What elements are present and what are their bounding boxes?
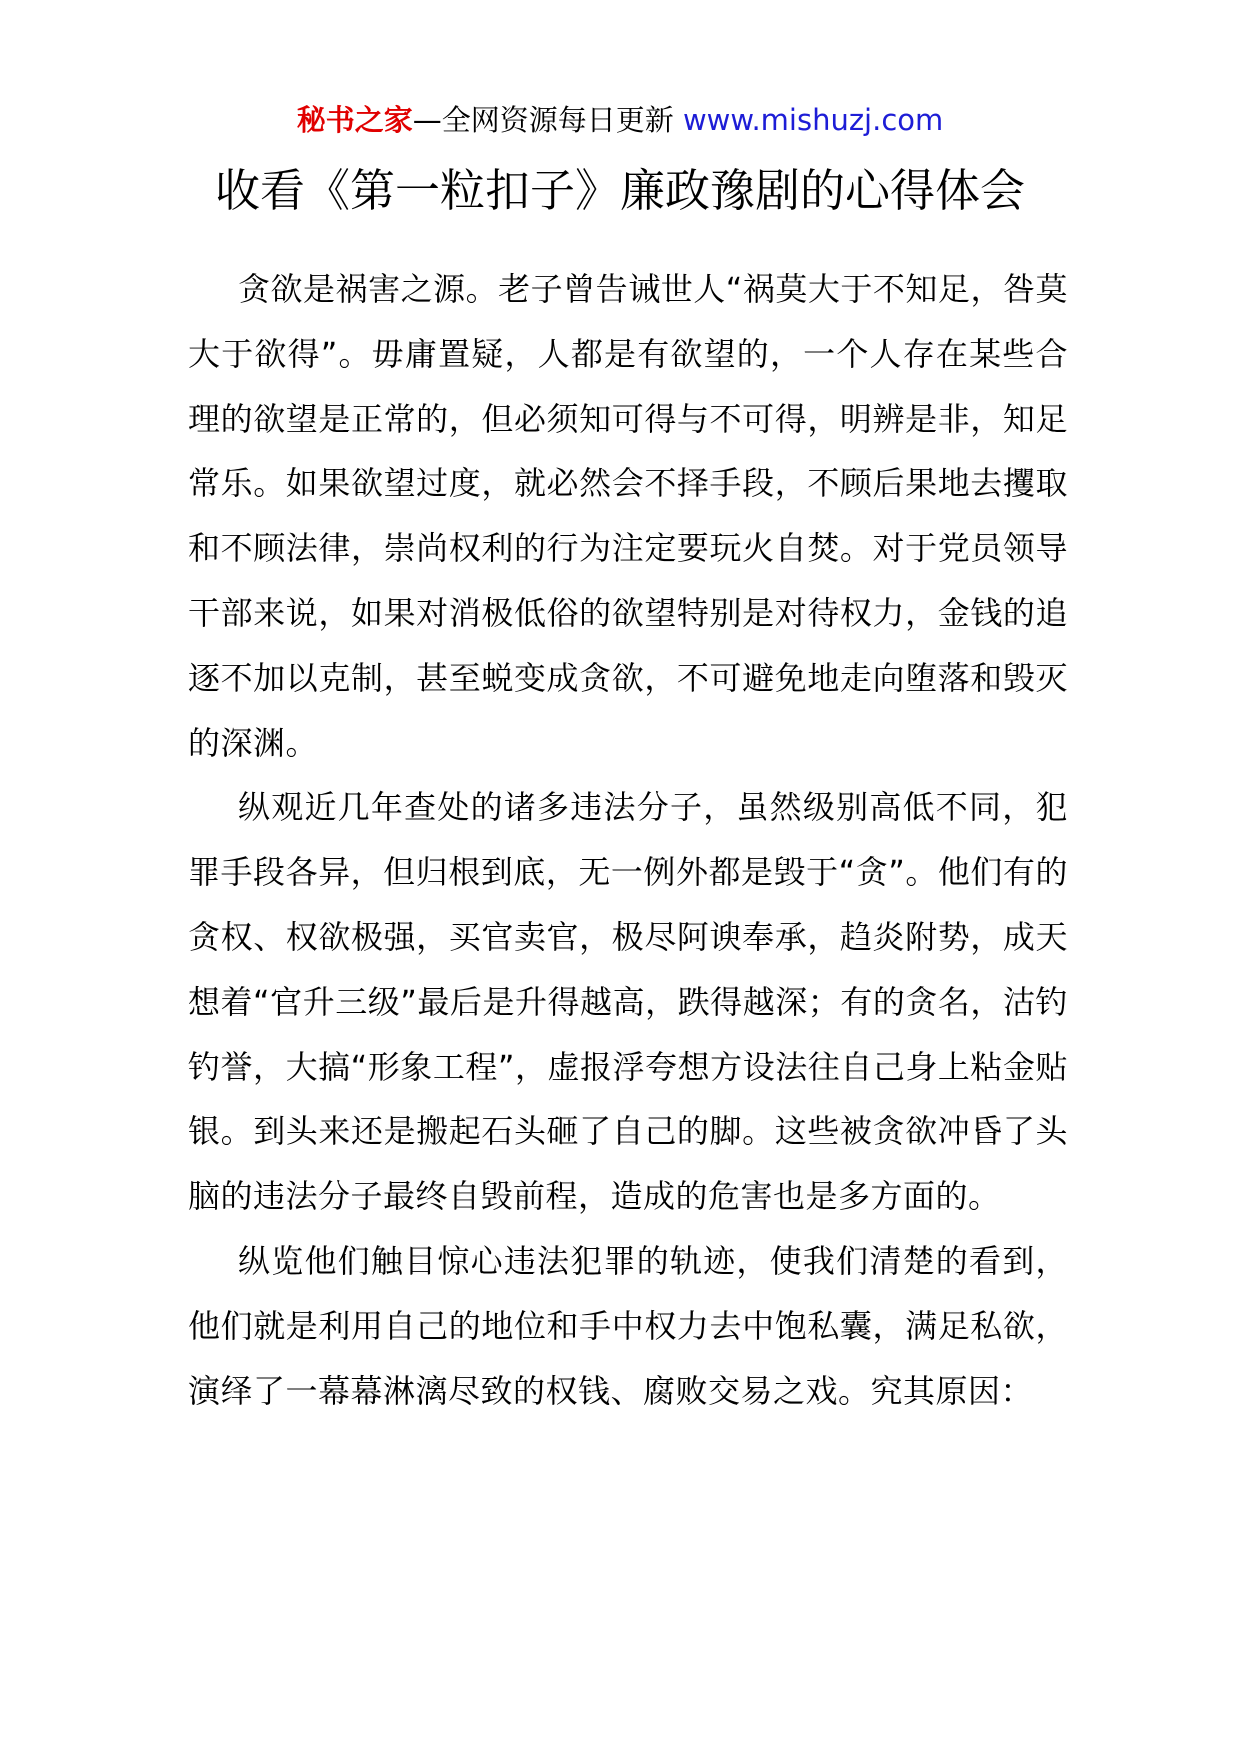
brand-name: 秘书之家 [296,103,413,137]
header-tagline: —全网资源每日更新 [412,103,674,137]
site-url-link[interactable]: www.mishuzj.com [682,103,944,137]
document-body [188,257,1068,1423]
paragraph-3: 纵览他们触目惊心违法犯罪的轨迹，使我们清楚的看到，他们就是利用自己的地位和手中权力去中饱私囊，满足私欲，演绎了一幕幕淋漓尽致的权钱、腐败交易之戏。究其原因： [188,1241,1068,1410]
paragraph-2: 纵观近几年查处的诸多违法分子，虽然级别高低不同，犯罪手段各异，但归根到底，无一例外都是毁于“贪”。他们有的贪权、权欲极强，买官卖官，极尽阿谀奉承，趋炎附势，成天想着“官升三级”最后是升得越高，跌得越深；有的贪名，沽钓钓誉，大搞“形象工程”，虚报浮夸想方设法往自己身上粘金贴银。到头来还是搬起石头砸了自己的脚。这些被贪欲冲昏了头脑的违法分子最终自毁前程，造成的危害也是多方面的。 [188,788,1068,1216]
site-header [0,100,1240,140]
document-title: 收看《第一粒扣子》廉政豫剧的心得体会 [214,164,1025,217]
paragraph-1: 贪欲是祸害之源。老子曾告诫世人“祸莫大于不知足，咎莫大于欲得”。毋庸置疑，人都是有欲望的，一个人存在某些合理的欲望是正常的，但必须知可得与不可得，明辨是非，知足常乐。如果欲望过度，就必然会不择手段，不顾后果地去攫取和不顾法律，崇尚权利的行为注定要玩火自焚。对于党员领导干部来说，如果对消极低俗的欲望特别是对待权力，金钱的追逐不加以克制，甚至蜕变成贪欲，不可避免地走向堕落和毁灭的深渊。 [188,270,1068,762]
